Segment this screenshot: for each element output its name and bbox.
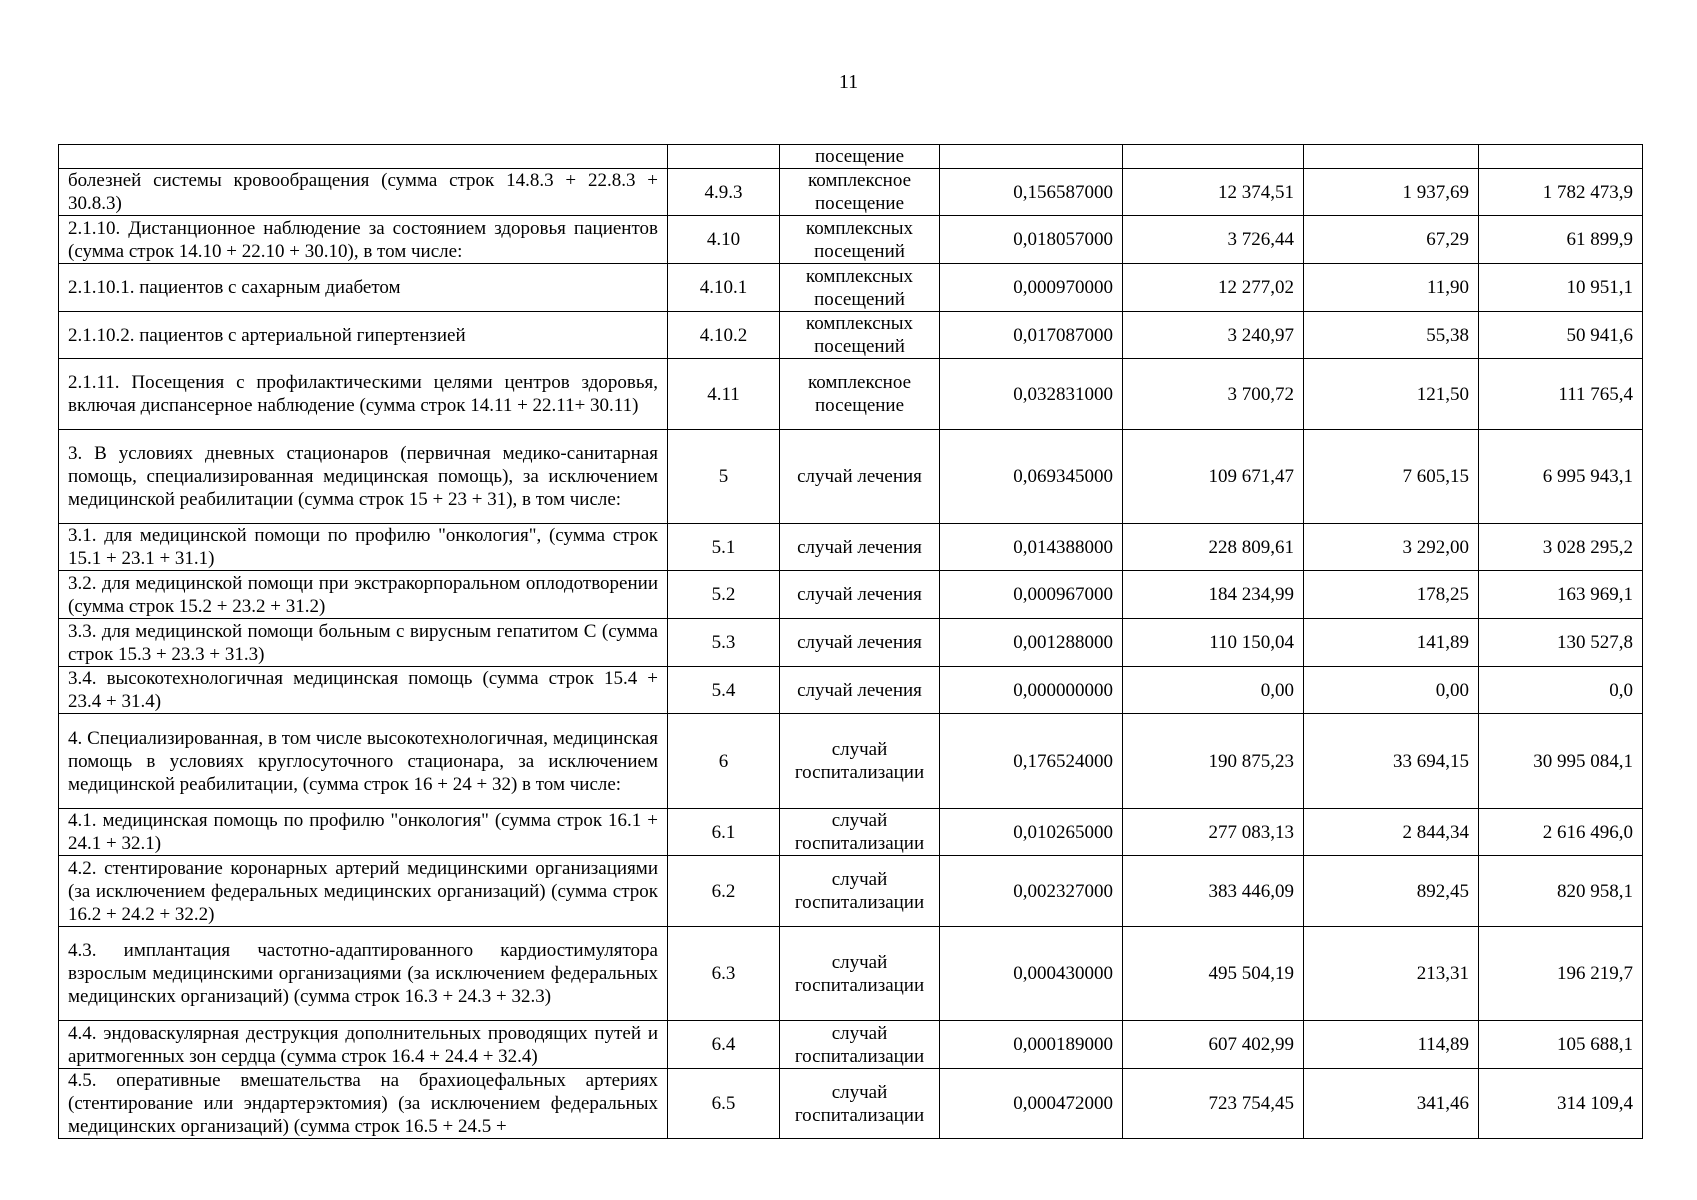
- row-norm-cell: 0,001288000: [940, 619, 1123, 667]
- row-name-cell: 2.1.11. Посещения с профилактическими целями центров здоровья, включая диспансерное наблюдение (сумма строк 14.11 + 22.11+ 30.11): [59, 359, 668, 430]
- row-norm-cell: 0,069345000: [940, 430, 1123, 524]
- row-code-cell: 4.10.2: [668, 312, 780, 359]
- row-cost-cell: 383 446,09: [1123, 856, 1304, 927]
- row-norm-cell: 0,002327000: [940, 856, 1123, 927]
- row-per-capita-cell: 892,45: [1304, 856, 1479, 927]
- row-per-capita-cell: 114,89: [1304, 1021, 1479, 1069]
- row-cost-cell: 109 671,47: [1123, 430, 1304, 524]
- row-per-capita-cell: 7 605,15: [1304, 430, 1479, 524]
- row-unit-cell: комплексное посещение: [780, 359, 940, 430]
- row-name-cell: 2.1.10.1. пациентов с сахарным диабетом: [59, 264, 668, 312]
- row-cost-cell: 723 754,45: [1123, 1069, 1304, 1139]
- row-norm-cell: 0,017087000: [940, 312, 1123, 359]
- row-name-cell: болезней системы кровообращения (сумма строк 14.8.3 + 22.8.3 + 30.8.3): [59, 169, 668, 216]
- row-total-cell: 30 995 084,1: [1479, 714, 1643, 809]
- row-per-capita-cell: 11,90: [1304, 264, 1479, 312]
- row-name-cell: 4.4. эндоваскулярная деструкция дополнительных проводящих путей и аритмогенных зон сердца (сумма строк 16.4 + 24.4 + 32.4): [59, 1021, 668, 1069]
- row-name-cell: 3.3. для медицинской помощи больным с вирусным гепатитом С (сумма строк 15.3 + 23.3 + 31.3): [59, 619, 668, 667]
- row-total-cell: 2 616 496,0: [1479, 809, 1643, 856]
- row-cost-cell: 277 083,13: [1123, 809, 1304, 856]
- table-row: [59, 312, 1643, 359]
- row-cost-cell: 607 402,99: [1123, 1021, 1304, 1069]
- table-row: [59, 430, 1643, 524]
- table-row: [59, 667, 1643, 714]
- row-cost-cell: 3 726,44: [1123, 216, 1304, 264]
- row-total-cell: 3 028 295,2: [1479, 524, 1643, 571]
- row-code-cell: 5: [668, 430, 780, 524]
- row-code-cell: 6.2: [668, 856, 780, 927]
- row-name-cell: 3.2. для медицинской помощи при экстракорпоральном оплодотворении (сумма строк 15.2 + 23.2 + 31.2): [59, 571, 668, 619]
- table-row: [59, 1021, 1643, 1069]
- row-per-capita-cell: 2 844,34: [1304, 809, 1479, 856]
- row-cost-cell: 12 374,51: [1123, 169, 1304, 216]
- row-norm-cell: 0,000000000: [940, 667, 1123, 714]
- row-per-capita-cell: 213,31: [1304, 927, 1479, 1021]
- row-name-cell: 3.4. высокотехнологичная медицинская помощь (сумма строк 15.4 + 23.4 + 31.4): [59, 667, 668, 714]
- row-code-cell: 6: [668, 714, 780, 809]
- table-row: [59, 927, 1643, 1021]
- row-code-cell: 6.4: [668, 1021, 780, 1069]
- row-unit-cell: случай лечения: [780, 667, 940, 714]
- row-per-capita-cell: 55,38: [1304, 312, 1479, 359]
- row-name-cell: [59, 145, 668, 169]
- table-row: [59, 264, 1643, 312]
- row-total-cell: 10 951,1: [1479, 264, 1643, 312]
- table-row: [59, 714, 1643, 809]
- row-cost-cell: 228 809,61: [1123, 524, 1304, 571]
- row-total-cell: 314 109,4: [1479, 1069, 1643, 1139]
- row-total-cell: 61 899,9: [1479, 216, 1643, 264]
- row-code-cell: [668, 145, 780, 169]
- row-code-cell: 4.9.3: [668, 169, 780, 216]
- row-cost-cell: 190 875,23: [1123, 714, 1304, 809]
- row-unit-cell: комплексное посещение: [780, 169, 940, 216]
- row-per-capita-cell: 121,50: [1304, 359, 1479, 430]
- row-norm-cell: 0,156587000: [940, 169, 1123, 216]
- row-unit-cell: случай госпитализации: [780, 856, 940, 927]
- row-cost-cell: 495 504,19: [1123, 927, 1304, 1021]
- row-cost-cell: 184 234,99: [1123, 571, 1304, 619]
- row-name-cell: 3.1. для медицинской помощи по профилю "онкология", (сумма строк 15.1 + 23.1 + 31.1): [59, 524, 668, 571]
- row-norm-cell: 0,032831000: [940, 359, 1123, 430]
- row-norm-cell: 0,010265000: [940, 809, 1123, 856]
- financial-table: [58, 144, 1643, 1139]
- row-per-capita-cell: [1304, 145, 1479, 169]
- table-row: [59, 571, 1643, 619]
- row-code-cell: 5.4: [668, 667, 780, 714]
- row-norm-cell: 0,000967000: [940, 571, 1123, 619]
- row-code-cell: 6.1: [668, 809, 780, 856]
- row-per-capita-cell: 67,29: [1304, 216, 1479, 264]
- row-per-capita-cell: 141,89: [1304, 619, 1479, 667]
- row-total-cell: 0,0: [1479, 667, 1643, 714]
- row-cost-cell: 3 700,72: [1123, 359, 1304, 430]
- row-per-capita-cell: 341,46: [1304, 1069, 1479, 1139]
- row-total-cell: 130 527,8: [1479, 619, 1643, 667]
- table-row: [59, 524, 1643, 571]
- row-total-cell: 50 941,6: [1479, 312, 1643, 359]
- row-cost-cell: 12 277,02: [1123, 264, 1304, 312]
- row-name-cell: 4.5. оперативные вмешательства на брахиоцефальных артериях (стентирование или эндартерэктомия) (за исключением федеральных медицинских организаций) (сумма строк 16.5 + 24.5 +: [59, 1069, 668, 1139]
- row-cost-cell: 3 240,97: [1123, 312, 1304, 359]
- row-unit-cell: случай госпитализации: [780, 1021, 940, 1069]
- row-code-cell: 4.10.1: [668, 264, 780, 312]
- page-number: 11: [838, 71, 859, 93]
- row-unit-cell: случай госпитализации: [780, 714, 940, 809]
- row-code-cell: 6.3: [668, 927, 780, 1021]
- row-cost-cell: 0,00: [1123, 667, 1304, 714]
- row-norm-cell: 0,000472000: [940, 1069, 1123, 1139]
- row-total-cell: 1 782 473,9: [1479, 169, 1643, 216]
- row-total-cell: 111 765,4: [1479, 359, 1643, 430]
- row-name-cell: 4.3. имплантация частотно-адаптированного кардиостимулятора взрослым медицинскими организациями (за исключением федеральных медицинских организаций) (сумма строк 16.3 + 24.3 + 32.3): [59, 927, 668, 1021]
- table-body: [59, 145, 1643, 1139]
- row-norm-cell: 0,000189000: [940, 1021, 1123, 1069]
- row-total-cell: 820 958,1: [1479, 856, 1643, 927]
- row-unit-cell: случай лечения: [780, 571, 940, 619]
- row-unit-cell: случай лечения: [780, 524, 940, 571]
- table-row: [59, 169, 1643, 216]
- row-total-cell: 6 995 943,1: [1479, 430, 1643, 524]
- row-unit-cell: случай лечения: [780, 430, 940, 524]
- table-row: [59, 619, 1643, 667]
- row-unit-cell: комплексных посещений: [780, 216, 940, 264]
- row-name-cell: 4.2. стентирование коронарных артерий медицинскими организациями (за исключением федеральных медицинских организаций) (сумма строк 16.2 + 24.2 + 32.2): [59, 856, 668, 927]
- row-name-cell: 2.1.10. Дистанционное наблюдение за состоянием здоровья пациентов (сумма строк 14.10 + 22.10 + 30.10), в том числе:: [59, 216, 668, 264]
- row-norm-cell: [940, 145, 1123, 169]
- row-code-cell: 6.5: [668, 1069, 780, 1139]
- row-total-cell: [1479, 145, 1643, 169]
- table-row: [59, 216, 1643, 264]
- row-norm-cell: 0,014388000: [940, 524, 1123, 571]
- row-per-capita-cell: 3 292,00: [1304, 524, 1479, 571]
- row-per-capita-cell: 178,25: [1304, 571, 1479, 619]
- row-code-cell: 5.3: [668, 619, 780, 667]
- table-row: [59, 856, 1643, 927]
- row-unit-cell: случай лечения: [780, 619, 940, 667]
- row-name-cell: 4. Специализированная, в том числе высокотехнологичная, медицинская помощь в условиях круглосуточного стационара, за исключением медицинской реабилитации, (сумма строк 16 + 24 + 32) в том числе:: [59, 714, 668, 809]
- table-row: [59, 809, 1643, 856]
- row-norm-cell: 0,000970000: [940, 264, 1123, 312]
- row-name-cell: 2.1.10.2. пациентов с артериальной гипертензией: [59, 312, 668, 359]
- table-row: [59, 145, 1643, 169]
- row-name-cell: 4.1. медицинская помощь по профилю "онкология" (сумма строк 16.1 + 24.1 + 32.1): [59, 809, 668, 856]
- row-norm-cell: 0,176524000: [940, 714, 1123, 809]
- row-unit-cell: случай госпитализации: [780, 809, 940, 856]
- row-code-cell: 5.2: [668, 571, 780, 619]
- row-norm-cell: 0,000430000: [940, 927, 1123, 1021]
- row-unit-cell: комплексных посещений: [780, 312, 940, 359]
- row-cost-cell: [1123, 145, 1304, 169]
- row-code-cell: 4.10: [668, 216, 780, 264]
- table-row: [59, 359, 1643, 430]
- row-total-cell: 163 969,1: [1479, 571, 1643, 619]
- row-code-cell: 4.11: [668, 359, 780, 430]
- row-per-capita-cell: 0,00: [1304, 667, 1479, 714]
- row-total-cell: 196 219,7: [1479, 927, 1643, 1021]
- row-unit-cell: комплексных посещений: [780, 264, 940, 312]
- row-per-capita-cell: 33 694,15: [1304, 714, 1479, 809]
- row-unit-cell: случай госпитализации: [780, 1069, 940, 1139]
- row-name-cell: 3. В условиях дневных стационаров (первичная медико-санитарная помощь, специализированная медицинская помощь), за исключением медицинской реабилитации (сумма строк 15 + 23 + 31), в том числе:: [59, 430, 668, 524]
- row-per-capita-cell: 1 937,69: [1304, 169, 1479, 216]
- row-unit-cell: посещение: [780, 145, 940, 169]
- row-code-cell: 5.1: [668, 524, 780, 571]
- row-cost-cell: 110 150,04: [1123, 619, 1304, 667]
- row-norm-cell: 0,018057000: [940, 216, 1123, 264]
- table-row: [59, 1069, 1643, 1139]
- row-total-cell: 105 688,1: [1479, 1021, 1643, 1069]
- row-unit-cell: случай госпитализации: [780, 927, 940, 1021]
